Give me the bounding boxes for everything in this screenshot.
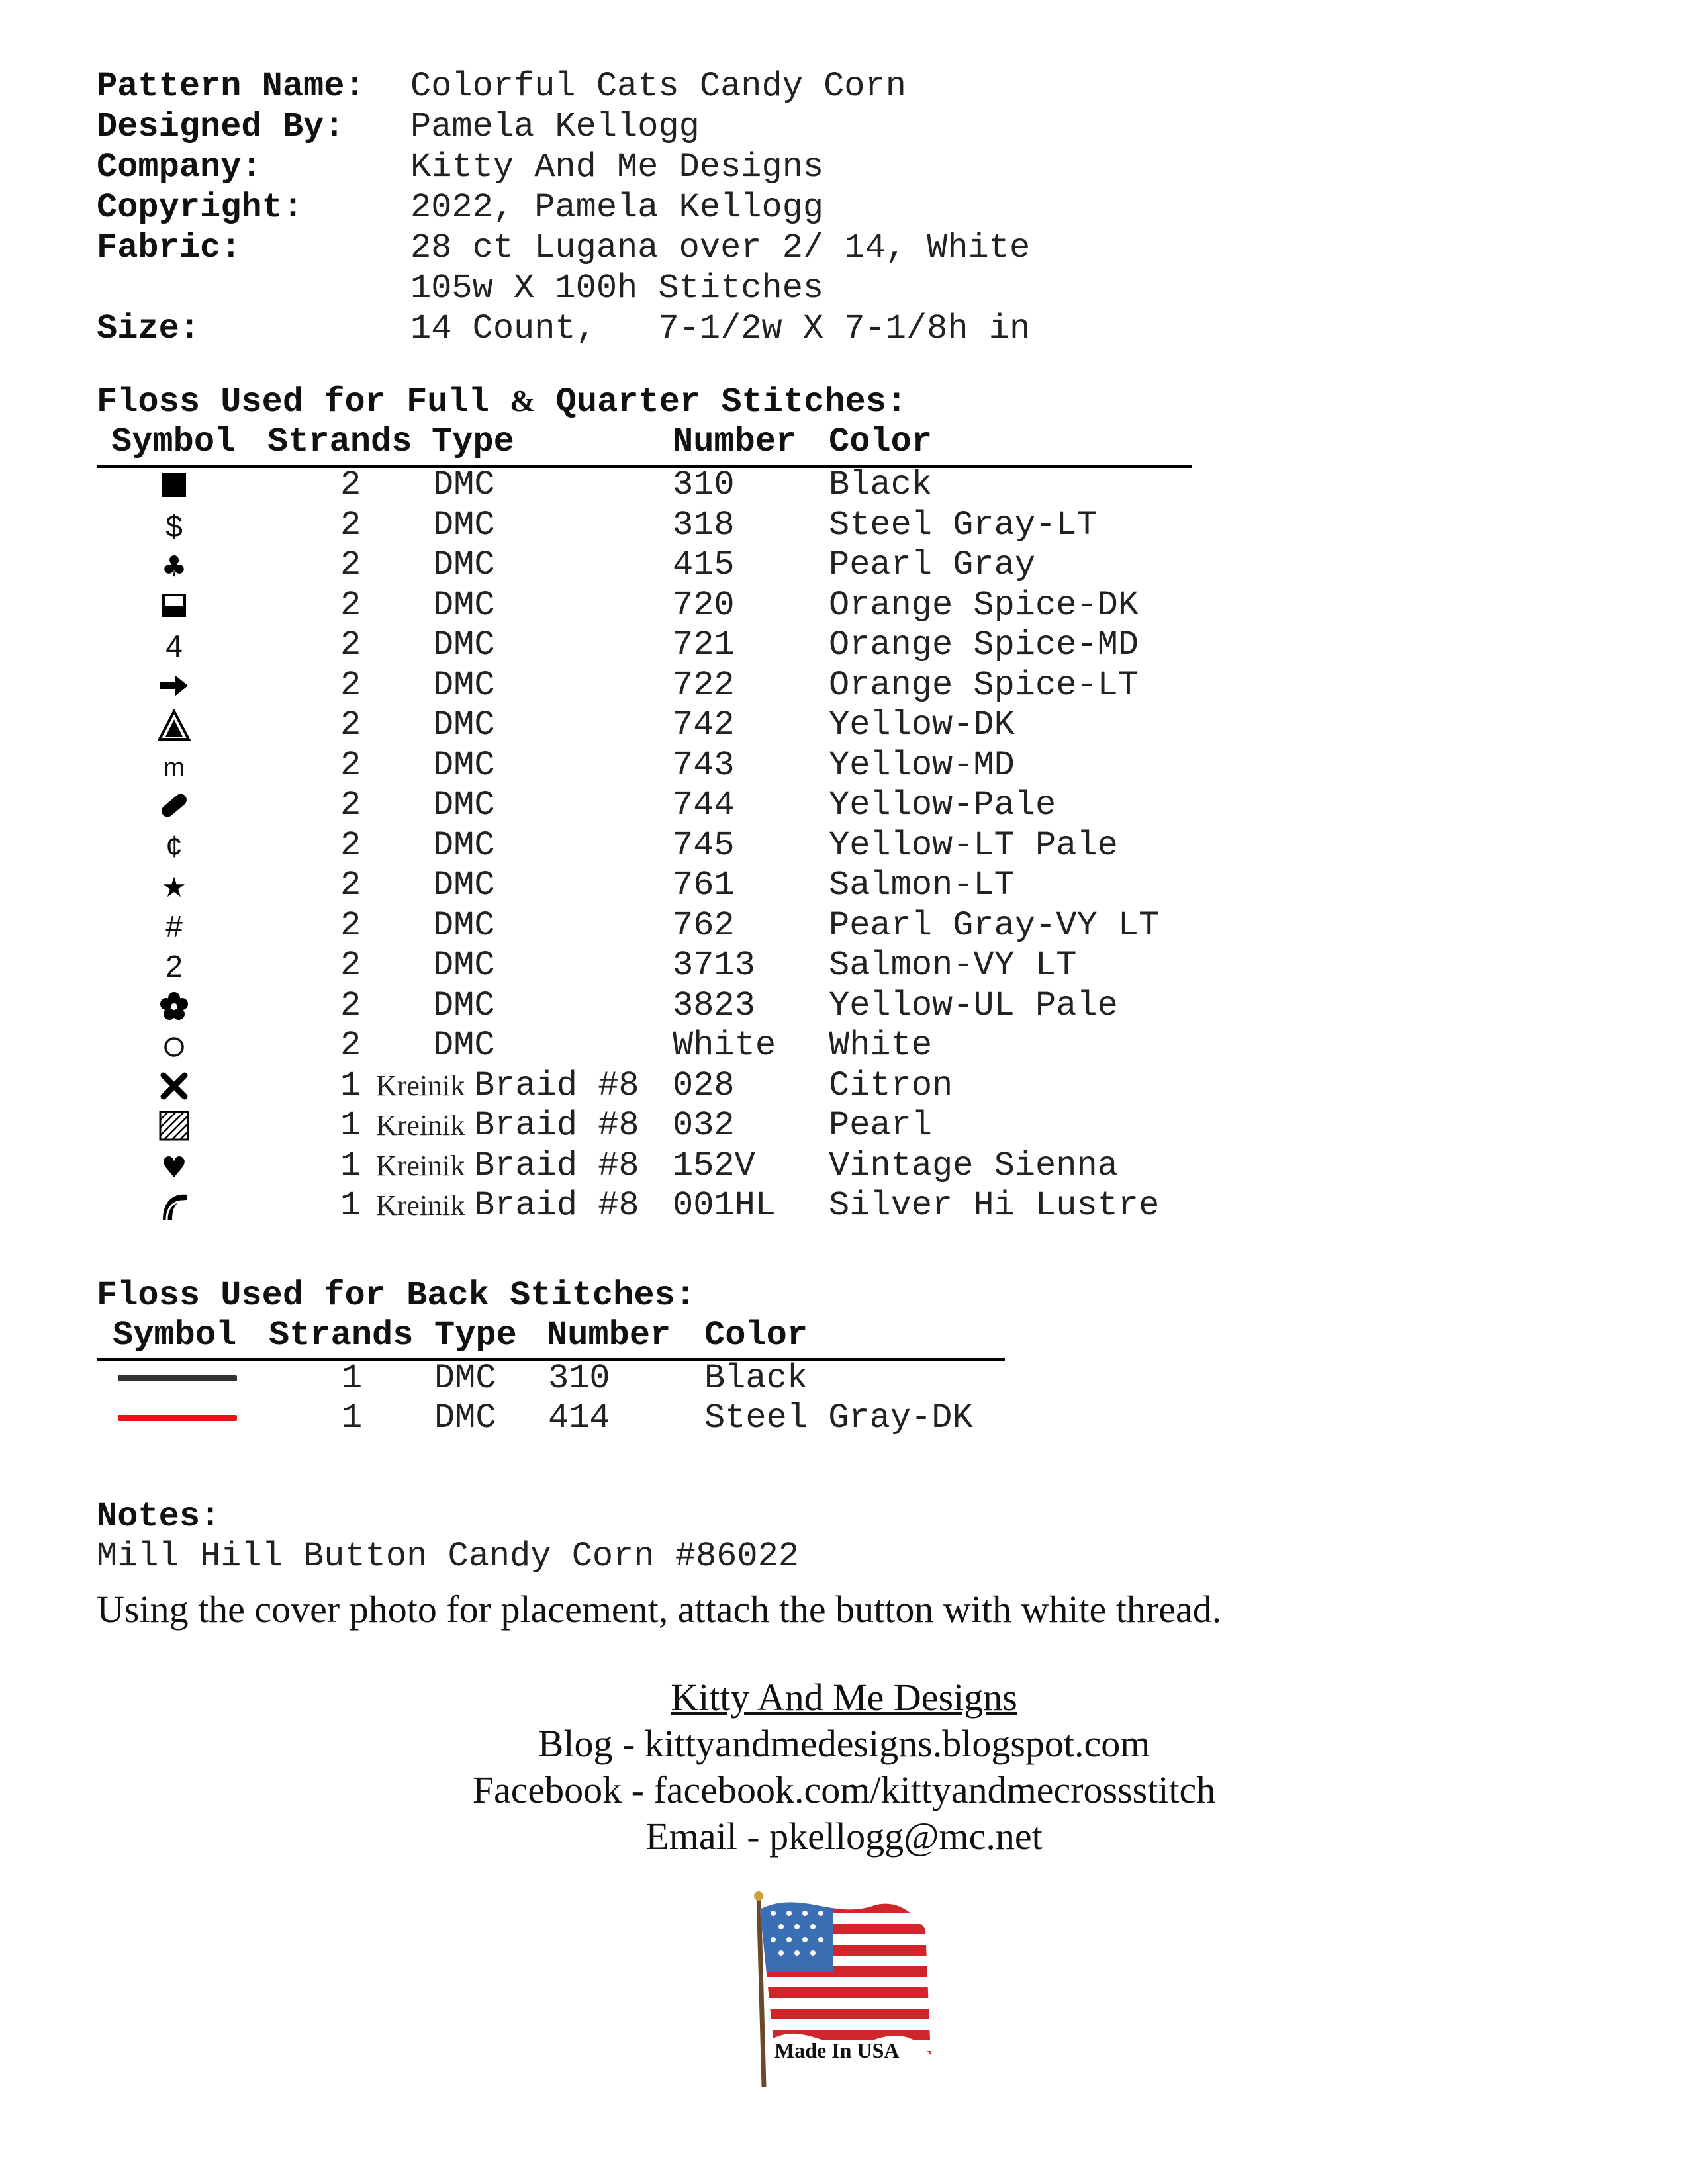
type-cell: DMC	[433, 946, 495, 985]
info-value: Pamela Kellogg	[410, 107, 700, 146]
strands-cell: 2	[340, 465, 361, 504]
four-icon	[158, 629, 191, 662]
type-cell: DMC	[433, 1026, 495, 1065]
color-cell: Yellow-UL Pale	[829, 985, 1118, 1025]
number-cell: 744	[673, 786, 735, 825]
color-cell: Steel Gray-LT	[829, 505, 1098, 545]
color-cell: Silver Hi Lustre	[829, 1186, 1160, 1225]
full-floss-row	[0, 1146, 1688, 1186]
color-cell: Steel Gray-DK	[704, 1398, 973, 1437]
heart-icon	[158, 1150, 191, 1183]
strands-cell: 2	[340, 946, 361, 985]
full-floss-row	[0, 705, 1688, 745]
back-floss-row	[0, 1398, 1688, 1438]
number-cell: 762	[673, 905, 735, 945]
full-floss-row	[0, 545, 1688, 585]
svg-text:4: 4	[165, 629, 183, 662]
type-cell: DMC	[433, 866, 495, 905]
backstitch-line-icon	[118, 1375, 237, 1381]
type-cell: DMC	[433, 745, 495, 785]
svg-text:2: 2	[165, 949, 183, 982]
back-header-strands: Strands	[269, 1316, 414, 1355]
arrow-right-icon	[158, 669, 191, 702]
color-cell: Yellow-DK	[829, 705, 1015, 745]
brand-cell: Kreinik	[376, 1189, 465, 1222]
brand-cell: Kreinik	[376, 1069, 465, 1102]
svg-text:$: $	[165, 508, 183, 542]
full-floss-row	[0, 1066, 1688, 1106]
full-floss-row	[0, 465, 1688, 505]
strands-cell: 1	[342, 1359, 363, 1398]
strands-cell: 1	[340, 1106, 361, 1145]
type-cell: DMC	[433, 665, 495, 705]
full-floss-row	[0, 1185, 1688, 1226]
color-cell: Pearl Gray-VY LT	[829, 905, 1160, 945]
number-cell: 152V	[673, 1146, 755, 1185]
full-header-number: Number	[673, 422, 797, 461]
svg-text:¢: ¢	[165, 829, 183, 862]
number-cell: 318	[673, 505, 735, 545]
type-cell: DMC	[433, 985, 495, 1025]
number-cell: 722	[673, 665, 735, 705]
footer-blog: Blog - kittyandmedesigns.blogspot.com	[538, 1722, 1150, 1765]
color-cell: Yellow-MD	[829, 745, 1015, 785]
color-cell: Black	[829, 465, 933, 504]
info-label: Size:	[97, 309, 201, 348]
full-header-color: Color	[829, 422, 933, 461]
type-cell: DMC	[433, 465, 495, 504]
number-cell: 001HL	[673, 1186, 776, 1225]
color-cell: Pearl Gray	[829, 545, 1036, 584]
full-floss-row	[0, 1105, 1688, 1146]
number-cell: 743	[673, 745, 735, 785]
strands-cell: 2	[340, 745, 361, 785]
dollar-icon	[158, 509, 191, 542]
number-cell: 3713	[673, 946, 755, 985]
number-cell: 742	[673, 705, 735, 745]
color-cell: Salmon-LT	[829, 866, 1015, 905]
number-cell: 3823	[673, 985, 755, 1025]
info-value: Kitty And Me Designs	[410, 148, 824, 187]
type-cell: DMC	[433, 705, 495, 745]
type-cell: DMC	[433, 585, 495, 625]
footer-company: Kitty And Me Designs	[671, 1676, 1017, 1719]
capsule-icon	[158, 789, 191, 822]
strands-cell: 2	[340, 1026, 361, 1065]
back-header-symbol: Symbol	[113, 1316, 237, 1355]
info-value: 28 ct Lugana over 2/ 14, White	[410, 228, 1031, 267]
color-cell: Orange Spice-LT	[829, 665, 1139, 705]
color-cell: Black	[704, 1359, 808, 1398]
strands-cell: 2	[340, 786, 361, 825]
filled-square-icon	[158, 469, 191, 502]
full-header-symbol: Symbol	[111, 422, 236, 461]
strands-cell: 1	[340, 1146, 361, 1185]
two-icon	[158, 949, 191, 982]
full-floss-row	[0, 505, 1688, 545]
strands-cell: 2	[340, 825, 361, 865]
star-icon	[158, 869, 191, 902]
back-header-type: Type	[434, 1316, 517, 1355]
notes-button-line: Mill Hill Button Candy Corn #86022	[97, 1537, 799, 1576]
full-header-type: Type	[432, 422, 514, 461]
number-cell: 310	[548, 1359, 610, 1398]
color-cell: Orange Spice-DK	[829, 585, 1139, 625]
type-cell: DMC	[433, 905, 495, 945]
footer-email: Email - pkellogg@mc.net	[645, 1815, 1043, 1858]
svg-text:♣: ♣	[161, 550, 187, 582]
svg-text:m: m	[164, 753, 185, 782]
arch-icon	[158, 1189, 191, 1222]
club-icon	[158, 549, 191, 582]
flower-icon	[158, 989, 191, 1023]
strands-cell: 2	[340, 985, 361, 1025]
full-floss-title-part2: Quarter Stitches:	[555, 383, 908, 422]
number-cell: 745	[673, 825, 735, 865]
svg-text:★: ★	[162, 871, 187, 902]
info-label: Fabric:	[97, 228, 242, 267]
strands-cell: 2	[340, 905, 361, 945]
full-floss-row	[0, 665, 1688, 705]
circle-icon	[158, 1029, 191, 1062]
full-floss-row	[0, 865, 1688, 905]
full-floss-row	[0, 625, 1688, 665]
full-floss-row	[0, 825, 1688, 866]
info-label: Company:	[97, 148, 262, 187]
info-value: 2022, Pamela Kellogg	[410, 188, 824, 227]
hash-icon	[158, 909, 191, 942]
full-floss-row	[0, 905, 1688, 946]
type-cell: DMC	[433, 545, 495, 584]
color-cell: Vintage Sienna	[829, 1146, 1118, 1185]
full-floss-row	[0, 745, 1688, 786]
info-value: Colorful Cats Candy Corn	[410, 67, 906, 106]
type-cell: DMC	[434, 1359, 496, 1398]
strands-cell: 2	[340, 545, 361, 584]
back-header-number: Number	[547, 1316, 671, 1355]
strands-cell: 1	[340, 1186, 361, 1225]
info-value: 14 Count, 7-1/2w X 7-1/8h in	[410, 309, 1031, 348]
notes-title: Notes:	[97, 1497, 221, 1536]
number-cell: 720	[673, 585, 735, 625]
half-filled-square-icon	[158, 589, 191, 622]
brand-cell: Kreinik	[376, 1109, 465, 1142]
back-floss-title: Floss Used for Back Stitches:	[97, 1276, 696, 1315]
strands-cell: 2	[340, 866, 361, 905]
notes-instruction: Using the cover photo for placement, attach the button with white thread.	[97, 1588, 1222, 1631]
info-label: Copyright:	[97, 188, 304, 227]
full-floss-row	[0, 985, 1688, 1026]
type-cell: DMC	[434, 1398, 496, 1437]
type-cell: DMC	[433, 625, 495, 664]
full-floss-title-part1: Floss Used for Full	[97, 383, 489, 422]
number-cell: 721	[673, 625, 735, 664]
number-cell: 415	[673, 545, 735, 584]
number-cell: 032	[673, 1106, 735, 1145]
back-floss-row	[0, 1358, 1688, 1398]
info-label: Pattern Name:	[97, 67, 365, 106]
type-cell: Braid #8	[474, 1066, 639, 1105]
full-header-strands: Strands	[267, 422, 412, 461]
info-value: 105w X 100h Stitches	[410, 269, 824, 308]
cent-icon	[158, 829, 191, 862]
type-cell: DMC	[433, 825, 495, 865]
full-floss-title-amp: &	[510, 384, 536, 418]
type-cell: DMC	[433, 786, 495, 825]
strands-cell: 1	[340, 1066, 361, 1105]
footer	[0, 1674, 1688, 1860]
number-cell: 761	[673, 866, 735, 905]
number-cell: White	[673, 1026, 776, 1065]
svg-text:♥: ♥	[161, 1150, 187, 1183]
strands-cell: 2	[340, 585, 361, 625]
strands-cell: 2	[340, 665, 361, 705]
strands-cell: 1	[342, 1398, 363, 1437]
color-cell: White	[829, 1026, 933, 1065]
full-floss-row	[0, 1025, 1688, 1066]
color-cell: Pearl	[829, 1106, 933, 1145]
letter-m-icon	[158, 749, 191, 782]
flag-label: Made In USA	[774, 2038, 900, 2062]
type-cell: Braid #8	[474, 1146, 639, 1185]
backstitch-line-icon	[118, 1415, 237, 1421]
color-cell: Citron	[829, 1066, 953, 1105]
brand-cell: Kreinik	[376, 1149, 465, 1182]
strands-cell: 2	[340, 705, 361, 745]
full-floss-row	[0, 945, 1688, 985]
x-mark-icon	[158, 1069, 191, 1103]
color-cell: Yellow-Pale	[829, 786, 1056, 825]
number-cell: 310	[673, 465, 735, 504]
hatched-square-icon	[158, 1109, 191, 1142]
svg-text:#: #	[165, 909, 183, 942]
type-cell: Braid #8	[474, 1106, 639, 1145]
strands-cell: 2	[340, 505, 361, 545]
color-cell: Orange Spice-MD	[829, 625, 1139, 664]
full-floss-row	[0, 585, 1688, 625]
footer-facebook: Facebook - facebook.com/kittyandmecrossstitch	[472, 1768, 1216, 1811]
full-floss-row	[0, 785, 1688, 825]
type-cell: DMC	[433, 505, 495, 545]
number-cell: 414	[548, 1398, 610, 1437]
back-header-color: Color	[704, 1316, 808, 1355]
info-label: Designed By:	[97, 107, 345, 146]
color-cell: Salmon-VY LT	[829, 946, 1077, 985]
type-cell: Braid #8	[474, 1186, 639, 1225]
full-floss-title	[97, 383, 907, 422]
strands-cell: 2	[340, 625, 361, 664]
color-cell: Yellow-LT Pale	[829, 825, 1118, 865]
number-cell: 028	[673, 1066, 735, 1105]
triangle-icon	[158, 709, 191, 742]
